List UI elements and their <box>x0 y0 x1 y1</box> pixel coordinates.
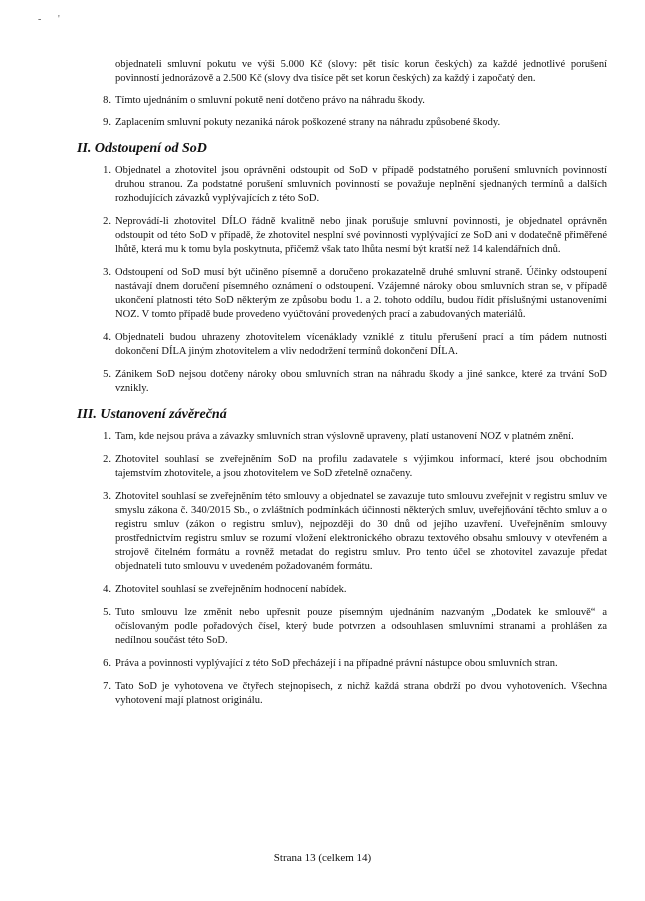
list-item <box>87 215 607 257</box>
list-item <box>87 94 607 108</box>
item-text: Práva a povinnosti vyplývající z této SoD přecházejí i na případné právní nástupce obou smluvních stran. <box>115 658 558 669</box>
item-text: Odstoupení od SoD musí být učiněno písemně a doručeno prokazatelně druhé smluvní straně. Účinky odstoupení nastávají dnem doručení písemného oznámení o odstoupení. Vzájemné nároky obou smluvních stran se, v případě ukončení platnosti této SoD některým ze způsobu bodu 1. a 2. tohoto oddílu, budou řídit příslušnými ustanoveními NOZ. V tomto případě bude provedeno vyúčtování provedených prací a zabudovaných materiálů. <box>115 267 607 320</box>
list-item <box>87 490 607 574</box>
item-number: 7. <box>103 681 111 692</box>
list-item <box>87 606 607 648</box>
item-number: 5. <box>103 369 111 380</box>
list-item <box>87 680 607 708</box>
list-item <box>87 368 607 396</box>
scan-mark: ' <box>58 14 60 25</box>
item-text: Tam, kde nejsou práva a závazky smluvních stran výslovně upraveny, platí ustanovení NOZ v platném znění. <box>115 431 574 442</box>
document-page <box>77 58 607 708</box>
item-text: Objednatel a zhotovitel jsou oprávněni odstoupit od SoD v případě podstatného porušení smluvních povinností druhou stranou. Za podstatné porušení smluvních povinností se považuje neplnění sjednaných termínů a dalších rozhodujících závazků vyplývajících z této SoD. <box>115 165 607 204</box>
item-number: 1. <box>103 165 111 176</box>
item-text: Zhotovitel souhlasí se zveřejněním SoD na profilu zadavatele s výjimkou informací, které jsou obchodním tajemstvím zhotovitele, a jsou zhotovitelem ve SoD zřetelně označeny. <box>115 454 607 479</box>
page-footer: Strana 13 (celkem 14) <box>273 852 372 864</box>
list-item <box>87 164 607 206</box>
list-item <box>87 331 607 359</box>
section-heading: III. Ustanovení závěrečná <box>77 407 227 422</box>
item-number: 3. <box>103 491 111 502</box>
item-text: Tuto smlouvu lze změnit nebo upřesnit pouze písemným ujednáním nazvaným „Dodatek ke smlouvě“ a očíslovaným podle pořadových čísel, který bude potvrzen a odsouhlasen smluvními stranami a prohlášen za nedílnou součást této SoD. <box>115 607 607 646</box>
list-item <box>87 266 607 322</box>
item-text: Zhotovitel souhlasí se zveřejněním této smlouvy a objednatel se zavazuje tuto smlouvu zveřejnit v registru smluv ve smyslu zákona č. 340/2015 Sb., o zvláštních podmínkách účinnosti některých smluv, uveřejňování těchto smluv a o registru smluv (zákon o registru smluv), nejpozději do 30 dnů od jejího uzavření. Uveřejněním smlouvy prostřednictvím registru smluv se rozumí vložení elektronického obrazu textového obsahu smlouvy v otevřeném a strojově čitelném formátu a rovněž metadat do registru smluv. Pro tento účel se zhotovitel zavazuje předat objednateli tuto smlouvu v uvedeném požadovaném formátu. <box>115 491 607 572</box>
section-2-list <box>87 164 607 396</box>
item-number: 9. <box>103 117 111 128</box>
item-text: Zánikem SoD nejsou dotčeny nároky obou smluvních stran na náhradu škody a jiné sankce, které za trvání SoD vznikly. <box>115 369 607 394</box>
list-item <box>87 583 607 597</box>
item-text: Tímto ujednáním o smluvní pokutě není dotčeno právo na náhradu škody. <box>115 95 425 106</box>
list-item <box>87 430 607 444</box>
scan-mark: - <box>38 14 42 25</box>
item-number: 5. <box>103 607 111 618</box>
item-text: Zhotovitel souhlasí se zveřejněním hodnocení nabídek. <box>115 584 347 595</box>
item-number: 3. <box>103 267 111 278</box>
item-text: Objednateli budou uhrazeny zhotovitelem vícenáklady vzniklé z titulu přerušení prací a tím pádem nutnosti dokončení DÍLA jiným zhotovitelem a vliv nedodržení termínů dokončení DÍLA. <box>115 332 607 357</box>
list-item <box>87 453 607 481</box>
list-item <box>87 116 607 130</box>
item-number: 4. <box>103 584 111 595</box>
item-number: 2. <box>103 216 111 227</box>
intro-paragraph: objednateli smluvní pokutu ve výši 5.000 Kč (slovy: pět tisíc korun českých) za každé jednotlivé porušení povinností jednorázově a 2.500 Kč (slovy dva tisíce pět set korun českých) za každý i započatý den. <box>115 59 607 84</box>
list-item <box>87 657 607 671</box>
item-number: 4. <box>103 332 111 343</box>
item-number: 8. <box>103 95 111 106</box>
item-text: Tato SoD je vyhotovena ve čtyřech stejnopisech, z nichž každá strana obdrží po dvou vyhotoveních. Všechna vyhotovení mají platnost originálu. <box>115 681 607 706</box>
item-number: 2. <box>103 454 111 465</box>
list-penalty-continued <box>87 94 607 130</box>
section-heading: II. Odstoupení od SoD <box>77 141 207 156</box>
item-text: Zaplacením smluvní pokuty nezaniká nárok poškozené strany na náhradu způsobené škody. <box>115 117 501 128</box>
item-text: Neprovádí-li zhotovitel DÍLO řádně kvalitně nebo jinak porušuje smluvní povinnosti, je objednatel oprávněn odstoupit od této SoD v případě, že zhotovitel nesplní své povinnosti vyplývající ze SoD ani v dodatečně přiměřené lhůtě, která mu k tomu byla poskytnuta, přičemž však tato lhůta nesmí být kratší než 14 kalendářních dnů. <box>115 216 607 255</box>
item-number: 6. <box>103 658 111 669</box>
item-number: 1. <box>103 431 111 442</box>
section-3-list <box>87 430 607 708</box>
